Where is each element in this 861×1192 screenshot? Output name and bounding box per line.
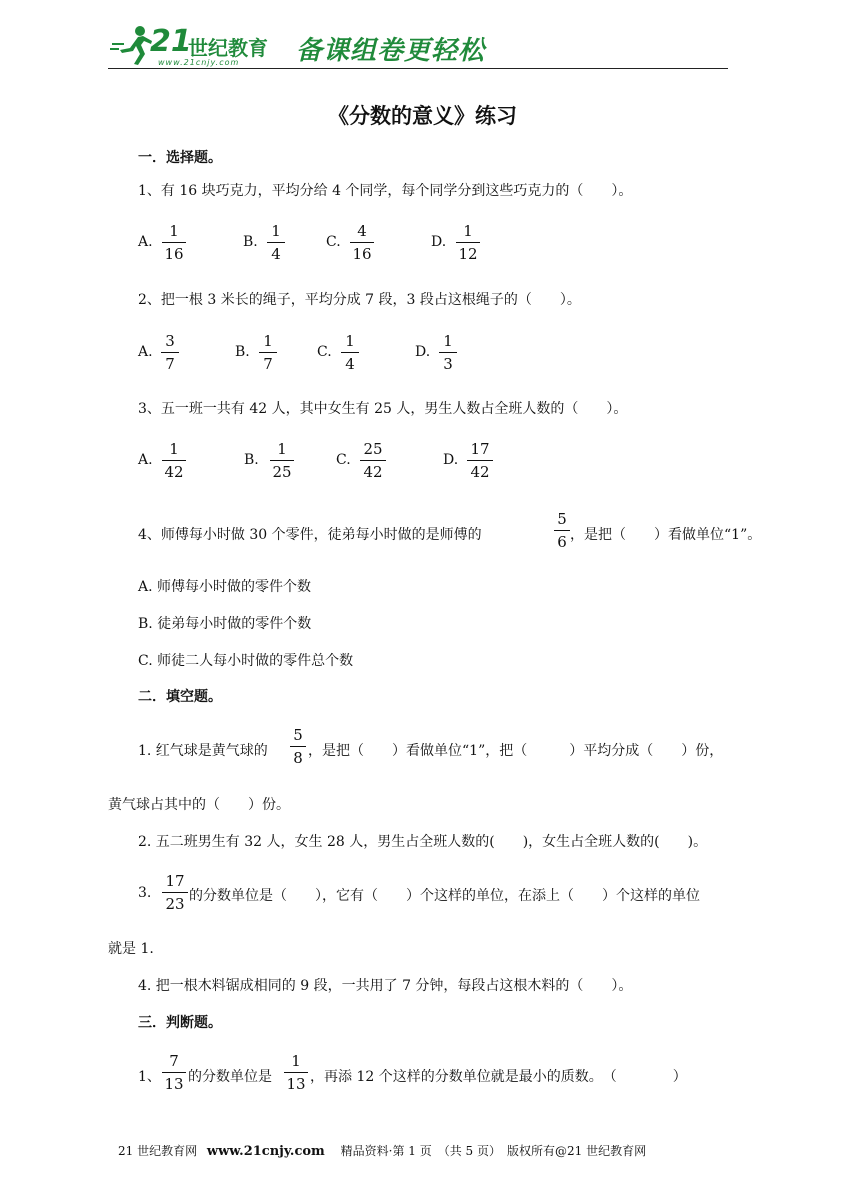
fraction: 1 25 xyxy=(270,440,294,481)
fraction: 4 16 xyxy=(350,222,374,263)
question-text: 的分数单位是 xyxy=(188,1069,272,1085)
question-text-after: 的分数单位是（ ），它有（ ）个这样的单位，在添上（ ）个这样的单位 xyxy=(189,888,700,904)
fraction: 1 13 xyxy=(284,1052,308,1093)
question-text: 4、师傅每小时做 30 个零件，徒弟每小时做的是师傅的 xyxy=(138,527,482,543)
question-text: 1、有 16 块巧克力，平均分给 4 个同学，每个同学分到这些巧克力的（ ）。 xyxy=(138,183,633,199)
choice-item: C. 师徒二人每小时做的零件总个数 xyxy=(138,653,354,669)
fraction: 1 7 xyxy=(259,332,277,373)
option-letter: D. xyxy=(443,452,459,468)
option-letter: C. xyxy=(317,344,332,360)
fraction: 1 42 xyxy=(162,440,186,481)
fraction: 1 16 xyxy=(162,222,186,263)
question-text-line2: 黄气球占其中的（ ）份。 xyxy=(108,797,290,813)
fraction: 1 3 xyxy=(439,332,457,373)
question-text: 4. 把一根木料锯成相同的 9 段，一共用了 7 分钟，每段占这根木料的（ ）。 xyxy=(138,978,633,994)
option-letter: A. xyxy=(138,452,153,468)
question-text: 3、五一班一共有 42 人，其中女生有 25 人，男生人数占全班人数的（ ）。 xyxy=(138,401,628,417)
brand-name: 世纪教育 xyxy=(188,36,268,60)
choice-item: B. 徒弟每小时做的零件个数 xyxy=(138,616,312,632)
slogan: 备课组卷更轻松 xyxy=(296,36,486,66)
fraction: 1 12 xyxy=(456,222,480,263)
fraction: 1 4 xyxy=(267,222,285,263)
option-letter: B. xyxy=(244,452,259,468)
question-text: 2、把一根 3 米长的绳子，平均分成 7 段，3 段占这根绳子的（ ）。 xyxy=(138,292,581,308)
fraction: 17 23 xyxy=(162,872,188,913)
option-letter: B. xyxy=(235,344,250,360)
fraction: 7 13 xyxy=(162,1052,186,1093)
fraction: 5 8 xyxy=(290,726,306,767)
option-letter: A. xyxy=(138,344,153,360)
brand-url: www.21cnjy.com xyxy=(158,58,240,67)
option-letter: D. xyxy=(431,234,447,250)
footer-url[interactable]: www.21cnjy.com xyxy=(206,1144,325,1159)
fraction: 5 6 xyxy=(554,510,570,551)
question-text-after: ，是把（ ）看做单位“1”。 xyxy=(570,527,762,543)
fraction: 3 7 xyxy=(161,332,179,373)
section-heading-judge: 三．判断题。 xyxy=(138,1015,222,1031)
section-heading-choice: 一．选择题。 xyxy=(138,150,222,166)
question-text: 1. 红气球是黄气球的 xyxy=(138,743,268,759)
fraction: 17 42 xyxy=(467,440,493,481)
option-letter: B. xyxy=(243,234,258,250)
question-text-after: ，是把（ ）看做单位“1”，把（ ）平均分成（ ）份， xyxy=(308,743,724,759)
footer-info: 精品资料·第 1 页 （共 5 页） 版权所有@21 世纪教育网 xyxy=(328,1144,647,1158)
page-footer xyxy=(118,1142,646,1159)
page-title: 《分数的意义》练习 xyxy=(328,103,517,128)
choice-item: A. 师傅每小时做的零件个数 xyxy=(138,579,312,595)
option-letter: A. xyxy=(138,234,153,250)
option-letter: C. xyxy=(326,234,341,250)
option-letter: C. xyxy=(336,452,351,468)
brand-number: 21 xyxy=(150,24,192,59)
section-heading-fill: 二．填空题。 xyxy=(138,689,222,705)
fraction: 25 42 xyxy=(360,440,386,481)
option-letter: D. xyxy=(415,344,431,360)
header-divider xyxy=(108,68,728,69)
question-text-line2: 就是 1. xyxy=(108,941,154,957)
question-text-after: ，再添 12 个这样的分数单位就是最小的质数。 （ ） xyxy=(310,1069,687,1085)
question-number: 3. xyxy=(138,885,152,901)
fraction: 1 4 xyxy=(341,332,359,373)
question-number: 1、 xyxy=(138,1069,161,1085)
footer-site: 21 世纪教育网 xyxy=(118,1144,198,1158)
question-text: 2. 五二班男生有 32 人，女生 28 人，男生占全班人数的( )，女生占全班人数的( )。 xyxy=(138,834,708,850)
